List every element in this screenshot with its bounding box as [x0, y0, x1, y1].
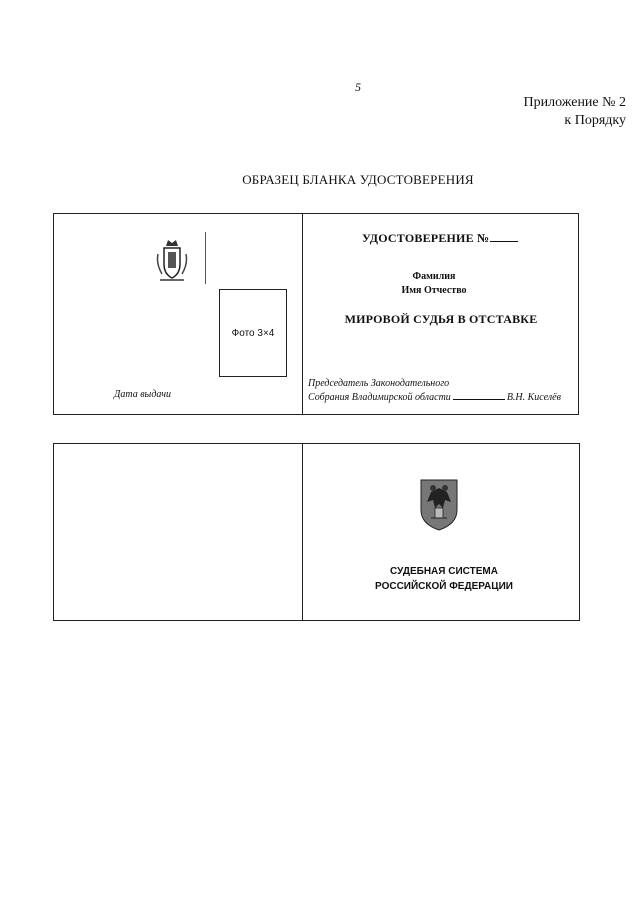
chairman-line-1: Председатель Законодательного — [308, 378, 450, 389]
name-patronymic-label: Имя Отчество — [401, 285, 467, 296]
judicial-system-title — [344, 564, 544, 594]
chairman-line-2-prefix: Собрания Владимирской области — [308, 392, 451, 403]
certificate-number-blank — [490, 241, 518, 242]
appendix-line-2: к Порядку — [564, 113, 626, 128]
card-fold-line — [302, 214, 303, 414]
emblem-divider-line — [205, 232, 206, 284]
chairman-line-2 — [308, 392, 561, 403]
form-title: ОБРАЗЕЦ БЛАНКА УДОСТОВЕРЕНИЯ — [242, 172, 474, 187]
photo-placeholder — [219, 289, 287, 377]
chairman-name: В.Н. Киселёв — [506, 392, 561, 403]
appendix-line-1: Приложение № 2 — [523, 95, 626, 110]
certificate-inner-side — [53, 213, 579, 415]
judicial-system-line-2: РОССИЙСКОЙ ФЕДЕРАЦИИ — [375, 581, 513, 592]
vladimir-region-coat-of-arms-icon — [154, 234, 190, 284]
signature-blank — [453, 399, 505, 400]
position-title: МИРОВОЙ СУДЬЯ В ОТСТАВКЕ — [344, 312, 538, 326]
certificate-title — [362, 231, 518, 246]
russian-coat-of-arms-icon — [417, 474, 461, 532]
surname-label: Фамилия — [412, 271, 456, 282]
page-number: 5 — [355, 80, 361, 94]
card-fold-line — [302, 444, 303, 620]
photo-label: Фото 3×4 — [231, 327, 275, 339]
certificate-title-text: УДОСТОВЕРЕНИЕ № — [362, 231, 490, 245]
issue-date-label: Дата выдачи — [114, 389, 172, 400]
appendix-reference — [524, 94, 627, 130]
certificate-outer-side — [53, 443, 580, 621]
judicial-system-line-1: СУДЕБНАЯ СИСТЕМА — [390, 566, 498, 577]
